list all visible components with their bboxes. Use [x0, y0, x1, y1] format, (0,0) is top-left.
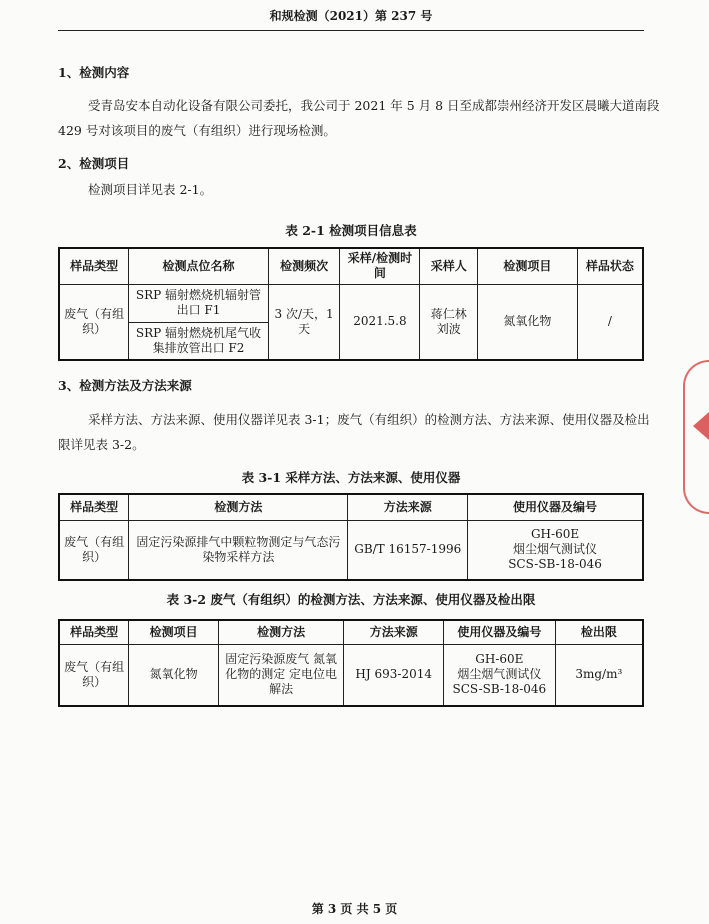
- table32-instrument-name: 烟尘烟气测试仪: [457, 667, 542, 682]
- table32-header: 检测项目: [129, 620, 219, 644]
- table31-header: 方法来源: [348, 494, 468, 520]
- table-3-1: [58, 493, 644, 581]
- section2-heading: 2、检测项目: [58, 156, 130, 171]
- table32-source: HJ 693-2014: [344, 644, 444, 706]
- section1-text-line1: 受青岛安本自动化设备有限公司委托，我公司于 2021 年 5 月 8 日至成都崇州经济开发区晨曦大道南段: [88, 98, 660, 113]
- table32-header: 使用仪器及编号: [444, 620, 556, 644]
- table21-header: 样品类型: [59, 248, 129, 284]
- page-number: 第 3 页 共 5 页: [311, 902, 398, 916]
- table21-header: 检测项目: [478, 248, 578, 284]
- table21-header: 检测频次: [268, 248, 340, 284]
- table21-header: 采样/检测时间: [340, 248, 420, 284]
- table31-caption: 表 3-1 采样方法、方法来源、使用仪器: [241, 470, 461, 485]
- table-2-1: [58, 247, 644, 361]
- table32-instrument: [444, 644, 556, 706]
- table31-instrument: [468, 520, 643, 580]
- table31-header: 样品类型: [59, 494, 129, 520]
- table31-sample-type: 废气（有组织）: [59, 520, 129, 580]
- table31-instrument-model: GH-60E: [530, 527, 580, 542]
- table32-sample-type: 废气（有组织）: [59, 644, 129, 706]
- table32-limit: 3mg/m³: [555, 644, 643, 706]
- table21-caption: 表 2-1 检测项目信息表: [285, 223, 417, 238]
- table21-header: 样品状态: [577, 248, 643, 284]
- table31-header: 使用仪器及编号: [468, 494, 643, 520]
- table21-item: 氮氧化物: [478, 284, 578, 360]
- seal-star-icon: [693, 412, 709, 440]
- table21-point: SRP 辐射燃烧机尾气收集排放管出口 F2: [129, 322, 268, 360]
- section1-heading: 1、检测内容: [58, 65, 130, 80]
- table31-instrument-code: SCS-SB-18-046: [508, 557, 602, 572]
- table32-header: 方法来源: [344, 620, 444, 644]
- table32-method: 固定污染源废气 氮氧化物的测定 定电位电解法: [218, 644, 343, 706]
- section3-text-line1: 采样方法、方法来源、使用仪器详见表 3-1；废气（有组织）的检测方法、方法来源、使用仪器及检出: [88, 412, 650, 427]
- section2-text: 检测项目详见表 2-1。: [88, 182, 213, 197]
- table31-source: GB/T 16157-1996: [348, 520, 468, 580]
- table32-instrument-model: GH-60E: [475, 652, 524, 667]
- table21-date: 2021.5.8: [340, 284, 420, 360]
- table31-method: 固定污染源排气中颗粒物测定与气态污染物采样方法: [129, 520, 348, 580]
- document-header: 和规检测（2021）第 237 号: [58, 7, 644, 31]
- table31-instrument-name: 烟尘烟气测试仪: [513, 542, 598, 557]
- table21-samplers: 蒋仁林 刘波: [420, 284, 478, 360]
- table32-caption: 表 3-2 废气（有组织）的检测方法、方法来源、使用仪器及检出限: [166, 592, 536, 607]
- table32-header: 检出限: [555, 620, 643, 644]
- table21-state: /: [577, 284, 643, 360]
- table21-sample-type: 废气（有组织）: [59, 284, 129, 360]
- section3-text-line2: 限详见表 3-2。: [58, 437, 145, 452]
- table-3-2: [58, 619, 644, 707]
- table32-header: 样品类型: [59, 620, 129, 644]
- table21-frequency: 3 次/天，1 天: [268, 284, 340, 360]
- table32-item: 氮氧化物: [129, 644, 219, 706]
- table21-header: 检测点位名称: [129, 248, 268, 284]
- section3-heading: 3、检测方法及方法来源: [58, 378, 192, 393]
- table21-header: 采样人: [420, 248, 478, 284]
- table32-instrument-code: SCS-SB-18-046: [452, 682, 547, 697]
- table32-header: 检测方法: [218, 620, 343, 644]
- section1-text-line2: 429 号对该项目的废气（有组织）进行现场检测。: [58, 123, 336, 138]
- table21-point: SRP 辐射燃烧机辐射管出口 F1: [129, 284, 268, 322]
- table31-header: 检测方法: [129, 494, 348, 520]
